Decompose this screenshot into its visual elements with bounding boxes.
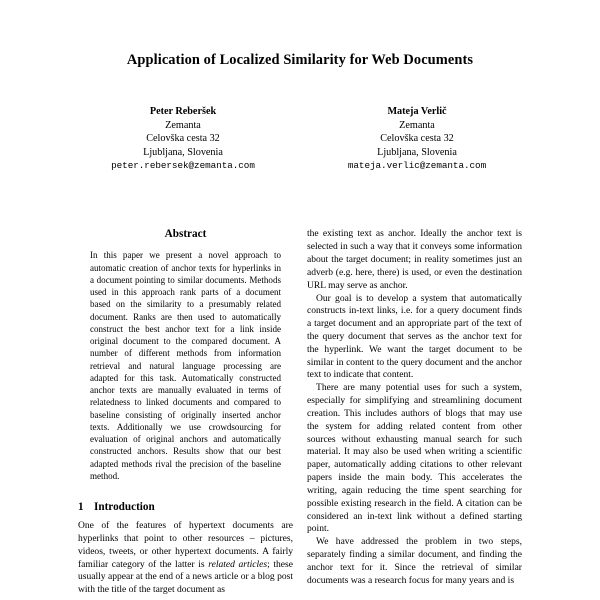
intro-p1-text-b: ; these usually appear at the end of a news article or a blog post with the title of the target document as bbox=[78, 558, 293, 596]
author-block-2 bbox=[312, 105, 522, 172]
abstract-text: In this paper we present a novel approach to automatic creation of anchor texts for hyperlinks in a document pointing to similar documents. Methods used in this approach rank parts of a document based on the similarity to a presumably related document. Ranks are then used to automatically construct the best anchor text for a link inside original document to the compared document. A number of different methods from information retrieval and natural language processing are adapted for this task. Automatically constructed anchor texts are manually evaluated in terms of relatedness to linked documents and compared to baseline consisting of originally inserted anchor texts. Additionally we use crowdsourcing for evaluation of original anchors and automatically constructed anchors. Results show that our best adapted methods rival the precision of the baseline method. bbox=[90, 250, 281, 481]
author-affiliation: Zemanta bbox=[165, 119, 201, 131]
intro-paragraph-1-continued: the existing text as anchor. Ideally the anchor text is selected in such a way that it conveys some information about the target document; in reality sometimes just an adverb (e.g. here, there) is used, or even the destination URL may serve as anchor. bbox=[307, 228, 522, 291]
intro-p1-emphasis: related articles bbox=[208, 558, 268, 570]
intro-paragraph-4: We have addressed the problem in two steps, separately finding a similar document, and finding the anchor text for it. Since the retrieval of similar documents was a research focus for many years and is bbox=[307, 536, 522, 586]
author-city: Ljubljana, Slovenia bbox=[143, 146, 223, 158]
author-affiliation: Zemanta bbox=[399, 119, 435, 131]
page-title: Application of Localized Similarity for Web Documents bbox=[126, 52, 474, 68]
section-number: 1 bbox=[78, 501, 84, 514]
body-columns bbox=[78, 228, 522, 597]
section-title: Introduction bbox=[94, 501, 155, 514]
author-email[interactable]: peter.rebersek@zemanta.com bbox=[111, 160, 255, 172]
column-right bbox=[307, 228, 522, 597]
abstract-heading: Abstract bbox=[164, 228, 207, 241]
author-name: Mateja Verlič bbox=[387, 106, 447, 118]
column-left bbox=[78, 228, 293, 597]
section-heading-introduction bbox=[78, 501, 293, 513]
intro-paragraph-1 bbox=[78, 520, 293, 597]
author-city: Ljubljana, Slovenia bbox=[377, 146, 457, 158]
intro-paragraph-2: Our goal is to develop a system that automatically constructs in-text links, i.e. for a query document finds a target document and an appropriate part of the text of the query document that serves as the anchor text for the hyperlink. We want the target document to be similar in content to the query document and the anchor text to indicate that content. bbox=[307, 292, 522, 381]
author-block-1 bbox=[78, 105, 288, 172]
author-name: Peter Reberšek bbox=[149, 106, 217, 118]
author-street: Celovška cesta 32 bbox=[146, 133, 220, 145]
intro-paragraph-3: There are many potential uses for such a system, especially for simplifying and streamlining document creation. This includes authors of blogs that may use the system for adding related content from other sources without exhausting manual search for such material. It may also be used when writing a scientific paper, automatically adding citations to other relevant papers inside the main body. This accelerates the writing, again reducing the time spent searching for possible existing research in the field. A citation can be considered an in-text link without a defined starting point. bbox=[307, 382, 522, 535]
author-street: Celovška cesta 32 bbox=[380, 133, 454, 145]
author-email[interactable]: mateja.verlic@zemanta.com bbox=[347, 160, 487, 172]
author-list bbox=[78, 105, 522, 172]
intro-p1-text-a: One of the features of hypertext documents are hyperlinks that point to other resources – pictures, videos, tweets, or other hypertext documents. A fairly familiar category of the latter is bbox=[78, 520, 293, 570]
